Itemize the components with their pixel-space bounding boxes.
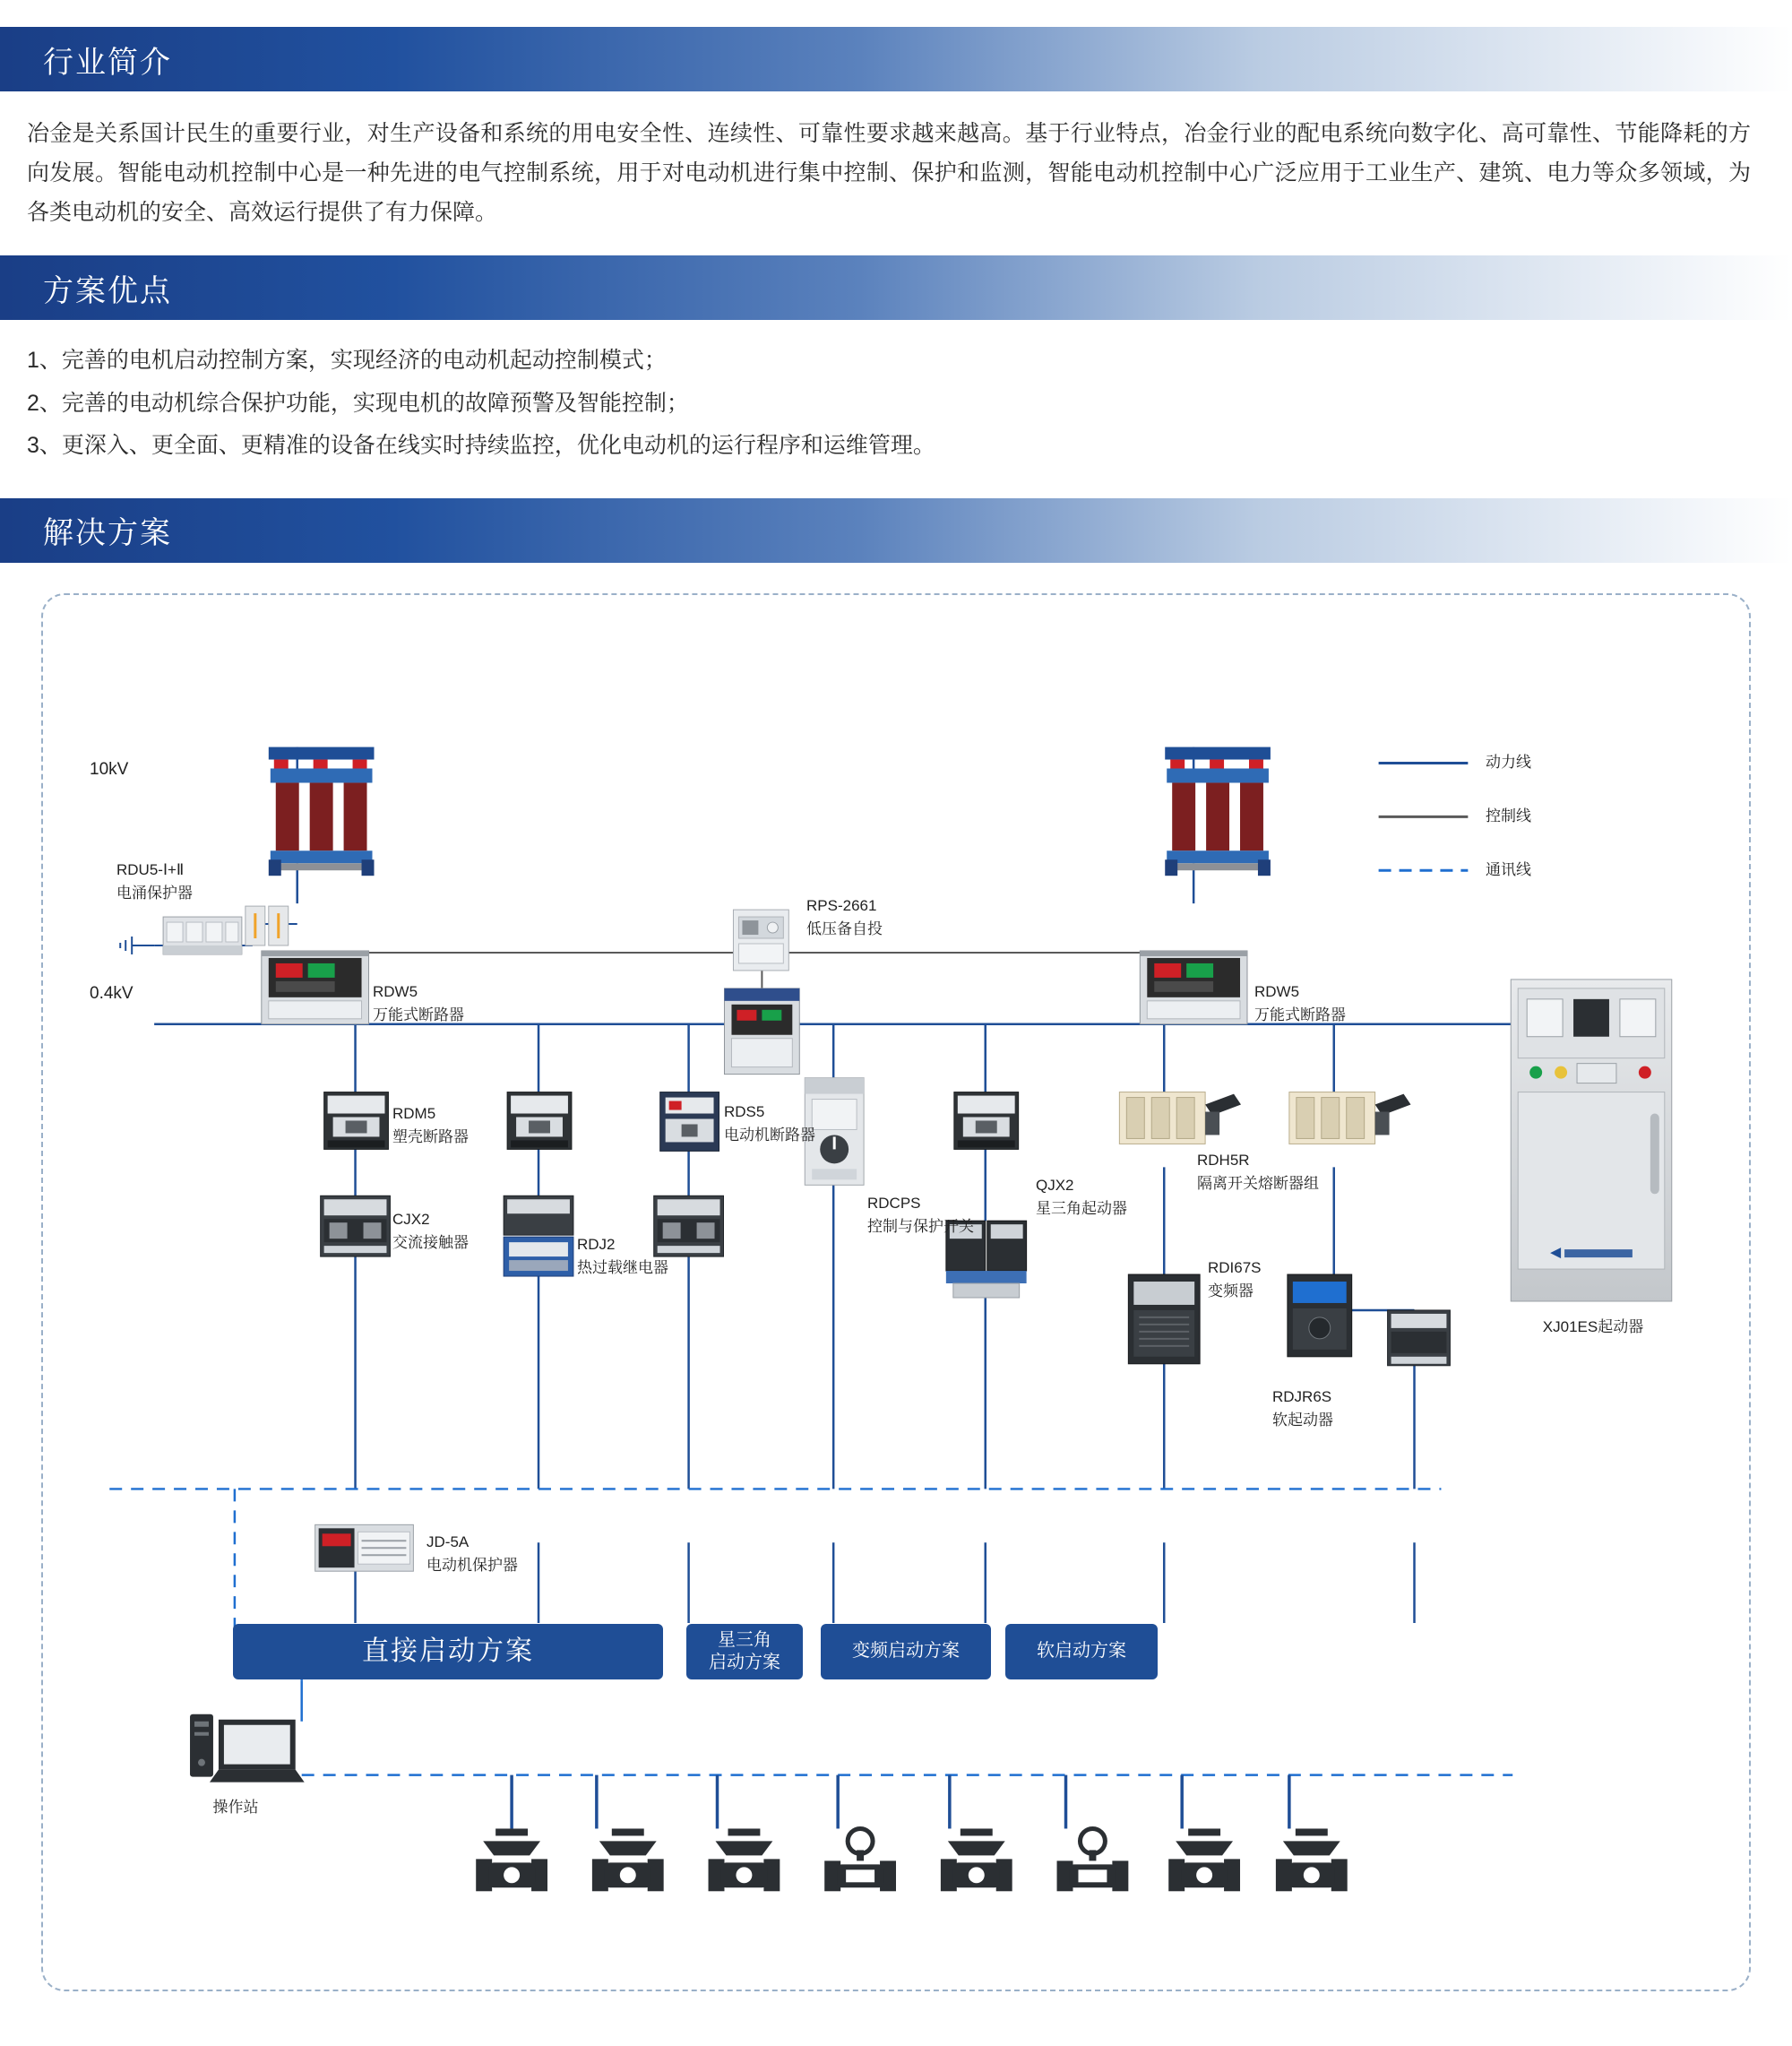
device-code-contactor: CJX2 — [392, 1210, 430, 1228]
transformer-left-symbol — [269, 747, 375, 876]
scheme-label-vfd: 变频启动方案 — [852, 1641, 960, 1662]
scheme-label-stardelta-1: 星三角 — [718, 1629, 771, 1650]
scheme-button-direct[interactable] — [233, 1624, 663, 1679]
acb-right-symbol — [1140, 951, 1247, 1024]
device-code-relay: RDJ2 — [577, 1235, 616, 1253]
section-title-intro: 行业简介 — [43, 45, 172, 80]
legend-symbols — [1379, 763, 1469, 870]
contactor-symbol-3 — [654, 1196, 724, 1256]
device-code-stardelta: QJX2 — [1036, 1176, 1074, 1194]
section-title-advantages: 方案优点 — [43, 273, 172, 308]
section-header-intro — [0, 27, 1792, 91]
device-name-protector: 电动机保护器 — [426, 1556, 518, 1574]
legend-label-control: 控制线 — [1486, 807, 1531, 824]
device-code-vfd: RDI67S — [1208, 1258, 1262, 1276]
scheme-button-soft[interactable] — [1005, 1624, 1158, 1679]
device-name-op-station: 操作站 — [212, 1798, 259, 1816]
rds5-symbol — [660, 1092, 719, 1151]
vfd-symbol — [1128, 1274, 1200, 1364]
valve-row — [476, 1828, 1347, 1891]
device-name-soft: 软起动器 — [1272, 1411, 1333, 1429]
device-name-relay: 热过载继电器 — [577, 1258, 668, 1276]
section-header-solution — [0, 498, 1792, 563]
device-code-ats: RPS-2661 — [806, 896, 877, 914]
contactor-symbol-4 — [1388, 1310, 1451, 1366]
mccb-symbol-2 — [507, 1092, 572, 1149]
device-code-spd: RDU5-Ⅰ+Ⅱ — [116, 860, 185, 878]
acb-left-symbol — [262, 951, 369, 1024]
device-code-soft: RDJR6S — [1272, 1387, 1332, 1405]
scheme-label-soft: 软启动方案 — [1037, 1641, 1126, 1662]
rdh5r-symbol — [1119, 1092, 1241, 1144]
section-title-solution: 解决方案 — [43, 516, 172, 551]
mccb-symbol-3 — [954, 1092, 1019, 1149]
rdh5r-symbol-2 — [1289, 1092, 1411, 1144]
list-item: 3、更深入、更全面、更精准的设备在线实时持续监控，优化电动机的运行程序和运维管理。 — [27, 433, 935, 459]
spd-disconnect-symbol — [246, 906, 289, 945]
starter-cabinet-symbol — [1511, 980, 1672, 1301]
tie-breaker-symbol — [724, 988, 799, 1075]
list-item: 1、完善的电机启动控制方案，实现经济的电动机起动控制模式； — [27, 348, 667, 374]
device-name-vfd: 变频器 — [1208, 1282, 1254, 1299]
device-code-protector: JD-5A — [426, 1532, 470, 1550]
device-name-acb-right: 万能式断路器 — [1254, 1006, 1346, 1023]
diagram-canvas — [43, 595, 1749, 1990]
soft-starter-symbol — [1288, 1274, 1352, 1357]
jd5a-symbol — [315, 1524, 414, 1571]
spd-symbol — [163, 917, 242, 954]
scheme-label-direct: 直接启动方案 — [362, 1636, 534, 1666]
device-code-motor-cb: RDS5 — [724, 1102, 765, 1120]
device-name-mccb: 塑壳断路器 — [392, 1127, 469, 1145]
rdj2-symbol — [504, 1196, 573, 1276]
solution-diagram — [41, 593, 1751, 1991]
device-code-acb-right: RDW5 — [1254, 982, 1300, 1000]
section-header-advantages — [0, 255, 1792, 320]
intro-paragraph: 冶金是关系国计民生的重要行业，对生产设备和系统的用电安全性、连续性、可靠性要求越来越高。基于行业特点，冶金行业的配电系统向数字化、高可靠性、节能降耗的方向发展。智能电动机控制中心是一种先进的电气控制系统，用于对电动机进行集中控制、保护和监测，智能电动机控制中心广泛应用于工业生产、建筑、电力等众多领域，为各类电动机的安全、高效运行提供了有力保障。 — [27, 121, 1751, 225]
device-name-cps: 控制与保护开关 — [867, 1217, 974, 1235]
device-name-fuse-sw: 隔离开关熔断器组 — [1197, 1174, 1319, 1192]
device-code-cps: RDCPS — [867, 1194, 921, 1212]
voltage-label-hv: 10kV — [90, 759, 129, 779]
operator-station-symbol — [190, 1714, 305, 1783]
device-code-starter-cabinet: XJ01ES起动器 — [1542, 1317, 1644, 1335]
legend-label-power: 动力线 — [1486, 753, 1531, 771]
voltage-label-lv: 0.4kV — [90, 983, 134, 1003]
device-code-fuse-sw: RDH5R — [1197, 1151, 1250, 1169]
device-name-contactor: 交流接触器 — [392, 1233, 469, 1251]
advantages-list — [0, 320, 1792, 479]
device-code-acb-left: RDW5 — [373, 982, 418, 1000]
mccb-rdm5-symbol — [324, 1092, 389, 1149]
device-name-spd: 电涌保护器 — [116, 884, 193, 902]
device-name-ats: 低压备自投 — [806, 919, 883, 937]
scheme-button-stardelta[interactable] — [686, 1624, 803, 1679]
list-item: 2、完善的电动机综合保护功能，实现电机的故障预警及智能控制； — [27, 390, 689, 416]
device-name-stardelta: 星三角起动器 — [1036, 1199, 1127, 1217]
page-root — [0, 27, 1792, 2027]
ats-symbol — [733, 910, 788, 971]
device-code-mccb: RDM5 — [392, 1104, 436, 1122]
device-name-motor-cb: 电动机断路器 — [724, 1126, 815, 1144]
legend-label-comm: 通讯线 — [1486, 860, 1531, 878]
device-name-acb-left: 万能式断路器 — [373, 1006, 464, 1023]
transformer-right-symbol — [1165, 747, 1271, 876]
cjx2-symbol — [321, 1196, 391, 1256]
scheme-label-stardelta-2: 启动方案 — [709, 1652, 780, 1672]
scheme-button-vfd[interactable] — [821, 1624, 991, 1679]
